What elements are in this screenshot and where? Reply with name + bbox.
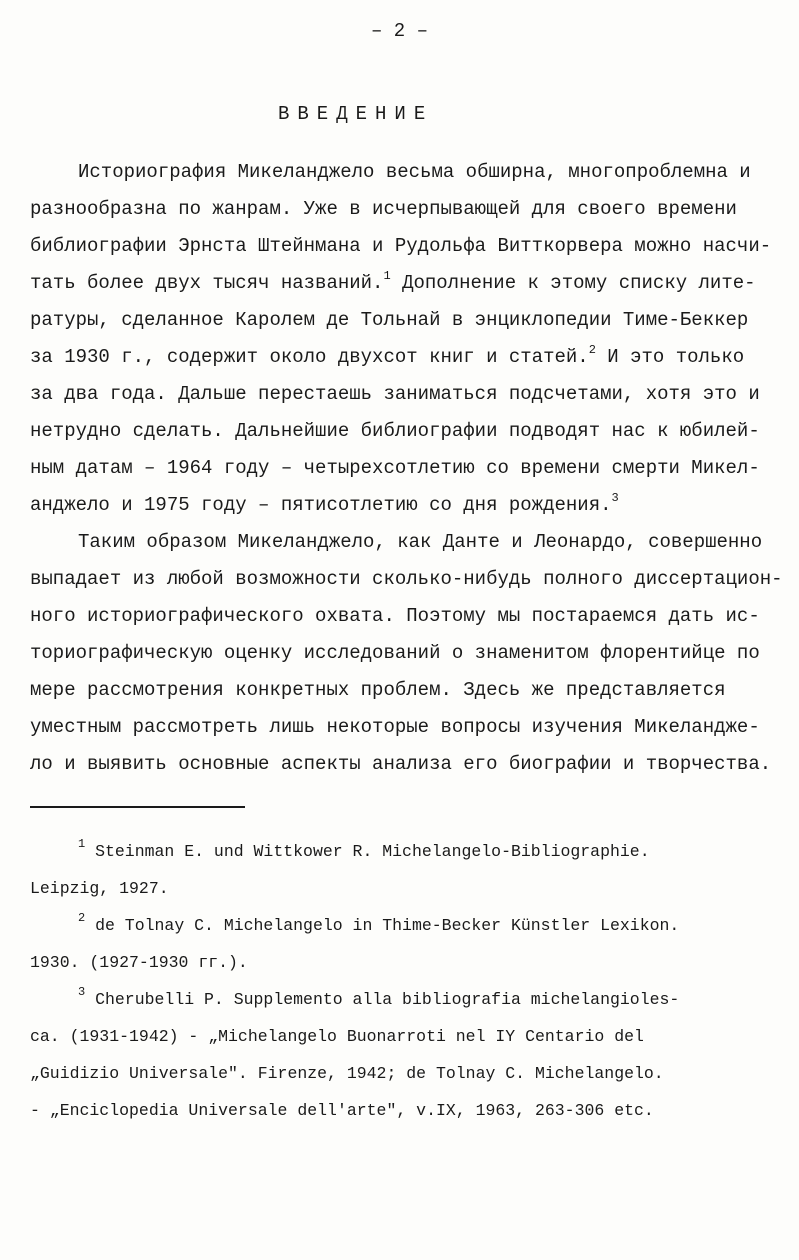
- footnote-number: 3: [78, 985, 86, 999]
- footnote-line: ca. (1931-1942) - „Michelangelo Buonarroti nel IY Centario del: [30, 1027, 644, 1046]
- paragraph-line: [30, 345, 744, 369]
- footnote-line: [78, 985, 680, 1012]
- paragraph-line: ратуры, сделанное Каролем де Тольнай в энциклопедии Тиме-Беккер: [30, 309, 749, 331]
- paragraph-line: Историография Микеланджело весьма обширна, многопроблемна и: [78, 161, 751, 183]
- text-run: анджело и 1975 году – пятисотлетию со дня рождения.: [30, 494, 612, 516]
- text-run: Cherubelli P. Supplemento alla bibliografia michelangioles-: [85, 990, 680, 1009]
- footnote-ref: 3: [611, 491, 619, 505]
- paragraph-line: уместным рассмотреть лишь некоторые вопросы изучения Микеланджe-: [30, 716, 760, 738]
- paragraph-line: мере рассмотрения конкретных проблем. Здесь же представляется: [30, 679, 726, 701]
- text-run: de Tolnay C. Michelangelo in Thime-Becker Künstler Lexikon.: [85, 916, 680, 935]
- paragraph-line: [30, 493, 619, 517]
- paragraph-line: нетрудно сделать. Дальнейшие библиографии подводят нас к юбилей-: [30, 420, 760, 442]
- footnote-line: [78, 911, 680, 938]
- paragraph-line: Таким образом Микеланджело, как Данте и Леонардо, совершенно: [78, 531, 763, 553]
- footnote-line: [78, 837, 650, 864]
- text-run: тать более двух тысяч названий.: [30, 272, 384, 294]
- text-run: Дополнение к этому списку лите-: [390, 272, 756, 294]
- paragraph-line: ториографическую оценку исследований о знаменитом флорентийце по: [30, 642, 760, 664]
- text-run: за 1930 г., содержит около двухсот книг и статей.: [30, 346, 589, 368]
- footnote-line: Leipzig, 1927.: [30, 879, 169, 898]
- paragraph-line: библиографии Эрнста Штейнмана и Рудольфа Витткорвера можно насчи-: [30, 235, 772, 257]
- paragraph-line: за два года. Дальше перестаешь заниматься подсчетами, хотя это и: [30, 383, 760, 405]
- paragraph-line: разнообразна по жанрам. Уже в исчерпывающей для своего времени: [30, 198, 737, 220]
- text-run: Steinman E. und Wittkower R. Michelangelo-Bibliographie.: [85, 842, 650, 861]
- footnote-ref: 2: [588, 343, 596, 357]
- footnote-number: 2: [78, 911, 86, 925]
- paragraph-line: ло и выявить основные аспекты анализа его биографии и творчества.: [30, 753, 772, 775]
- footnote-line: „Guidizio Universale". Firenze, 1942; de Tolnay C. Michelangelo.: [30, 1064, 664, 1083]
- paragraph-line: [30, 271, 756, 295]
- paragraph-line: ного историографического охвата. Поэтому мы постараемся дать ис-: [30, 605, 760, 627]
- footnote-number: 1: [78, 837, 86, 851]
- page-number: – 2 –: [370, 20, 428, 42]
- paragraph-line: ным датам – 1964 году – четырехсотлетию со времени смерти Микел-: [30, 457, 760, 479]
- footnote-divider: [30, 806, 245, 808]
- text-run: И это только: [595, 346, 745, 368]
- paragraph-line: выпадает из любой возможности сколько-нибудь полного диссертацион-: [30, 568, 783, 590]
- footnote-line: 1930. (1927-1930 гг.).: [30, 953, 248, 972]
- footnote-line: - „Enciclopedia Universale dell'arte", v.IX, 1963, 263-306 etc.: [30, 1101, 654, 1120]
- page-title: ВВЕДЕНИЕ: [278, 103, 434, 125]
- footnote-ref: 1: [383, 269, 391, 283]
